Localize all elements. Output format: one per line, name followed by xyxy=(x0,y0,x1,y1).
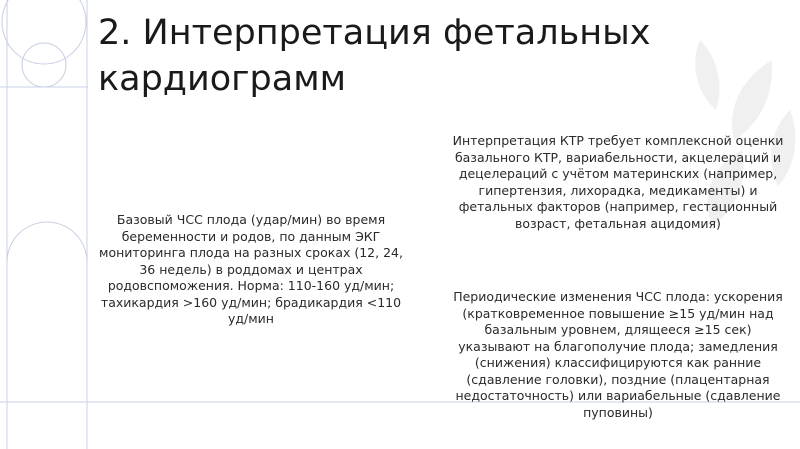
slide-title: 2. Интерпретация фетальных кардиограмм xyxy=(98,13,651,99)
periodic-changes-text: Периодические изменения ЧСС плода: ускорения (кратковременное повышение ≥15 уд/мин над базальным уровнем, длящееся ≥15 сек) указывают на благополучие плода; замедления (снижения) классифицируются как ранние (сдавление головки), поздние (плацентарная недостаточность) или вариабельные (сдавление пуповины) xyxy=(453,289,783,420)
ctg-interpretation-text: Интерпретация КТР требует комплексной оценки базального КТР, вариабельности, акцелераций и децелераций с учётом материнских (например, гипертензия, лихорадка, медикаменты) и фетальных факторов (например, гестационный возраст, фетальная ацидомия) xyxy=(452,133,784,231)
deco-large-circle xyxy=(2,0,86,64)
fhr-baseline-text: Базовый ЧСС плода (удар/мин) во время беременности и родов, по данным ЭКГ мониторинга плода на разных сроках (12, 24, 36 недель) в роддомах и центрах родовспоможения. Норма: 110-160 уд/мин; тахикардия >160 уд/мин; брадикардия <110 уд/мин xyxy=(99,212,403,326)
deco-small-circle xyxy=(22,43,66,87)
deco-arch xyxy=(7,222,87,300)
